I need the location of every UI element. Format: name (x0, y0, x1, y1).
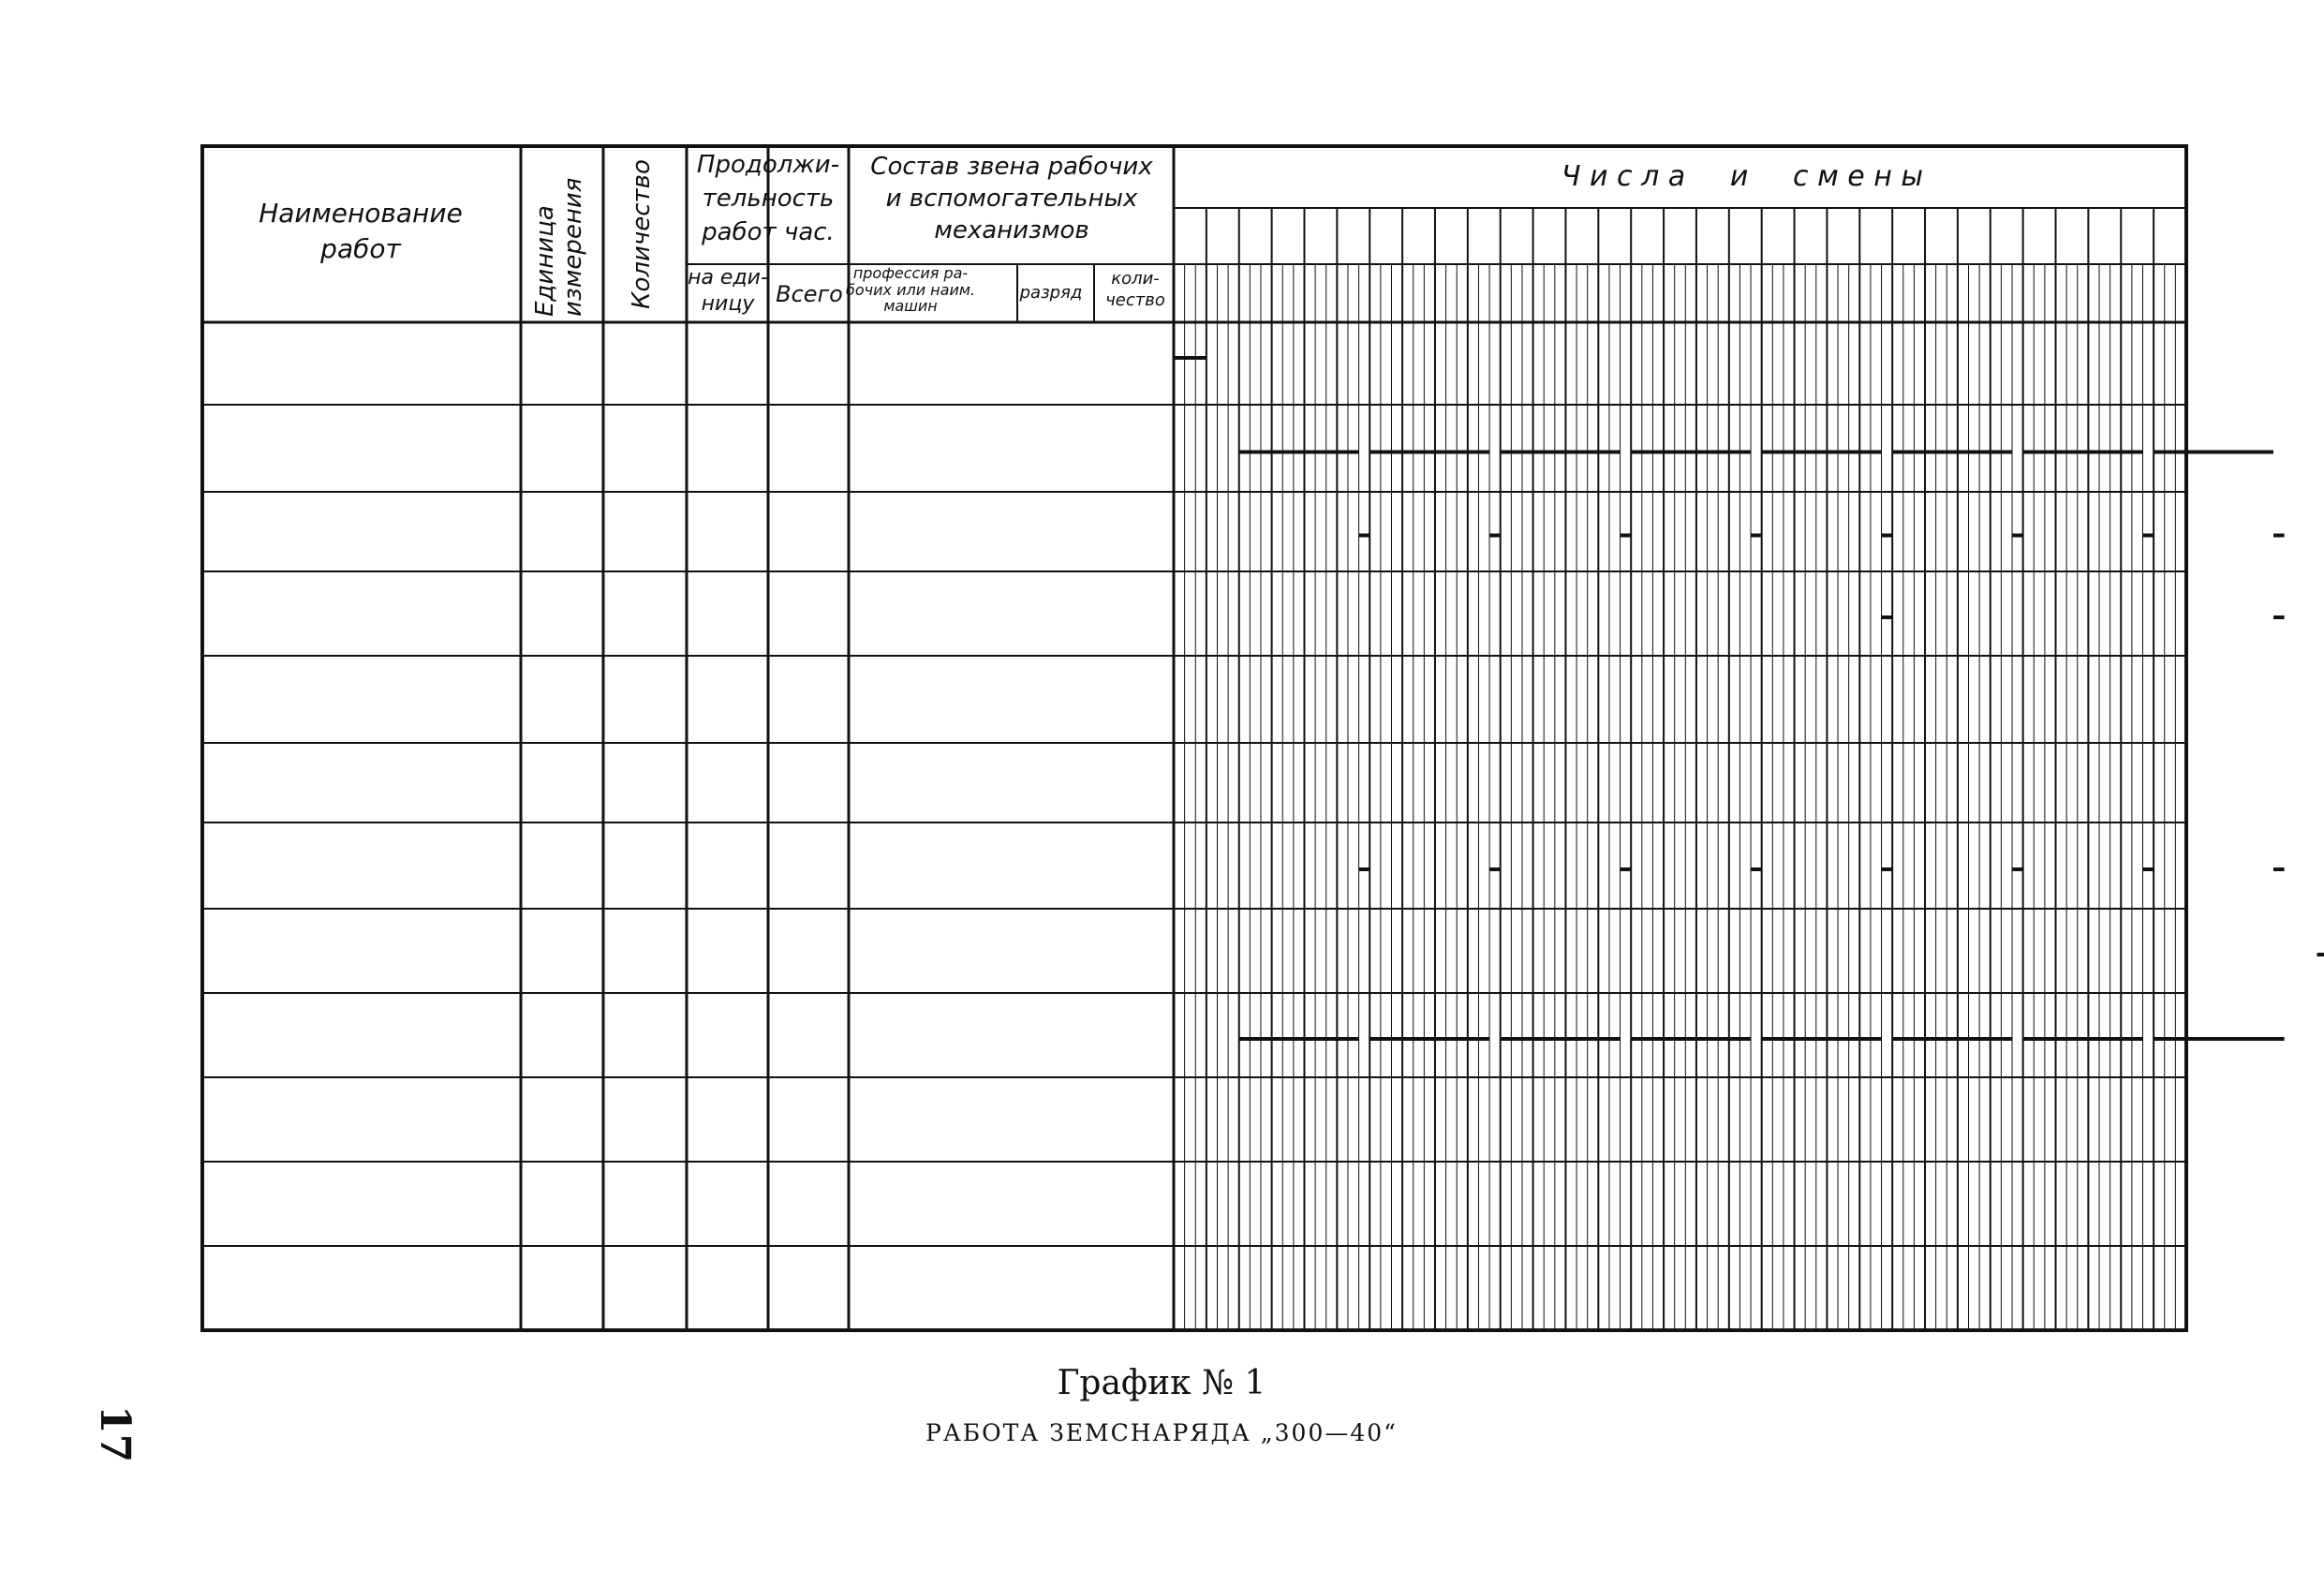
schedule-bars (1174, 358, 2324, 1039)
header-count-line-2: чество (1105, 290, 1165, 310)
table-frame (202, 146, 2186, 1330)
table-grid (202, 146, 2186, 1330)
header-crew-line-2: и вспомогательных (885, 185, 1138, 213)
header-profession-line-1: профессия ра- (852, 264, 969, 282)
header-crew-line-1: Состав звена рабочих (870, 153, 1153, 181)
header-unit-line-1: Единица (531, 205, 559, 317)
header-name-line-2: работ (320, 233, 401, 264)
header-profession-line-3: машин (883, 297, 938, 315)
header-duration-line-2: тельность (702, 185, 835, 213)
header-name-line-1: Наименование (259, 198, 463, 229)
page-number: 17 (91, 1405, 139, 1463)
header-grade: разряд (1019, 283, 1083, 303)
header-days-title: Ч и с л а и с м е н ы (1561, 160, 1924, 193)
table-header (259, 151, 1923, 317)
header-duration-line-3: работ час. (702, 218, 835, 246)
header-total: Всего (776, 281, 843, 307)
header-crew-line-3: механизмов (934, 216, 1089, 245)
header-unit-line-2: измерения (559, 177, 587, 317)
header-duration-line-1: Продолжи- (696, 151, 840, 179)
header-profession-line-2: бочих или наим. (846, 281, 975, 299)
header-per-unit-line-1: на еди- (688, 266, 768, 289)
header-count-line-1: коли- (1111, 269, 1160, 289)
caption-title: График № 1 (1057, 1364, 1266, 1402)
header-per-unit-line-2: ницу (701, 292, 755, 316)
caption (925, 1364, 1398, 1446)
header-quantity: Количество (628, 159, 656, 309)
caption-subtitle: РАБОТА ЗЕМСНАРЯДА „300—40“ (925, 1419, 1398, 1446)
